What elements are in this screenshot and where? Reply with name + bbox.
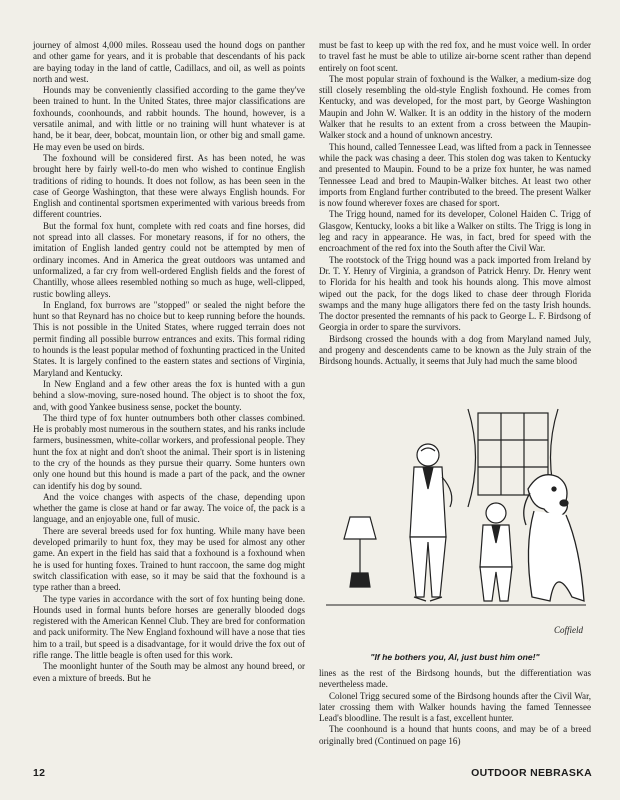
paragraph: The rootstock of the Trigg hound was a pack imported from Ireland by Dr. T. Y. Henry of Virginia, a grandson of Patrick Henry. Dr. Henry went to Florida for his health and took his hounds along. This move almost wiped out the pack, for the dogs liked to chase deer through Florida swamps and the many huge alligators there fed on the tasty Irish hounds. The doctor presented the remnants of his pack to George L. F. Birdsong of Georgia in order to spare the survivors. (319, 254, 591, 333)
cartoon-illustration (318, 397, 592, 665)
paragraph: The most popular strain of foxhound is the Walker, a medium-size dog still closely resembling the old-style English foxhound. He comes from Kentucky, and was developed, for the most part, by George Washington Maupin and John W. Walker. It is an oddity in the history of the modern Walker that he results to an extent from a cross between the Maupin-Walker stock and a hound of unknown ancestry. (319, 73, 591, 141)
paragraph: But the formal fox hunt, complete with red coats and fine horses, did not spread into all classes. For monetary reasons, if for no others, the imitation of English landed gentry could not be attempted by men of ordinary incomes. And in America the great outdoors was untamed and unformalized, a far cry from well-ordered English fields and the forest of Chantilly, whose allees resembled nothing so much as huge, well-clipped, rustic bowling alleys. (33, 220, 305, 299)
paragraph: The coonhound is a hound that hunts coons, and may be of a breed originally bred (Continued on page 16) (319, 724, 591, 746)
paragraph: journey of almost 4,000 miles. Rosseau used the hound dogs on panther and other game for years, and it is probable that descendants of his pack are baying today in the land of cattle, Cadillacs, and oil, as well as points north and west. (33, 40, 305, 84)
paragraph: In New England and a few other areas the fox is hunted with a gun behind a slow-moving, sure-nosed hound. The object is to shoot the fox, and, with good Yankee business sense, pocket the bounty. (33, 378, 305, 412)
paragraph: must be fast to keep up with the red fox, and he must voice well. In order to travel fast he must be able to utilize air-borne scent rather than depend entirely on foot scent. (319, 40, 591, 73)
man-right (480, 503, 512, 601)
page-number: 12 (33, 767, 46, 779)
right-column-bottom (319, 668, 591, 747)
hound-dog (524, 475, 584, 601)
man-left (410, 444, 452, 601)
lamp (344, 517, 376, 587)
magazine-title: OUTDOOR NEBRASKA (471, 767, 592, 779)
artist-signature: Coffield (554, 625, 583, 635)
paragraph: This hound, called Tennessee Lead, was lifted from a pack in Tennessee while the pack was chasing a deer. This stolen dog was taken to Kentucky and presented to Maupin. Found to be a prize fox hunter, he was named Tennessee Lead and bred to Maupin-Walker bitches. At least two other imports from England further contributed to the breed. The present Walker is now found wherever foxes are chased for sport. (319, 141, 591, 209)
cartoon-drawing (318, 397, 592, 649)
paragraph: The foxhound will be considered first. As has been noted, he was brought here by fairly well-to-do men who wished to continue English traditions of riding to hounds. It does not follow, as has been seen in the case of George Washington, that these were always English hounds. For English and continental sportsmen experimented with various breeds from different countries. (33, 152, 305, 220)
right-column-top (319, 40, 591, 368)
left-column (33, 40, 305, 684)
paragraph: Colonel Trigg secured some of the Birdsong hounds after the Civil War, later crossing them with Walker hounds having the famed Tennessee Lead's bloodline. The result is a fast, excellent hunter. (319, 690, 591, 724)
paragraph: The type varies in accordance with the sort of fox hunting being done. Hounds used in formal hunts before horses are generally blooded dogs registered with the American Kennel Club. They are bred for conformation and pack uniformity. The New England foxhound will have a nose that ties him to a trail, but speed is a disadvantage, for it would drive the fox out of rifle range. The little beagle is often used for this work. (33, 593, 305, 661)
paragraph: And the voice changes with aspects of the chase, depending upon whether the game is close at hand or far away. The voice of, the pack is a language, and an enjoyable one, full of music. (33, 491, 305, 525)
paragraph: The third type of fox hunter outnumbers both other classes combined. He is probably most numerous in the southern states, and his ranks include farmers, businessmen, white-collar workers, and professional people. They hunt the fox at night and don't shoot the animal. Their sport is in listening to the cry of the hounds as they pursue their quarry. Some hunters own only one hound but this hound is made a part of the pack, and the owner can identify his dog by sound. (33, 412, 305, 491)
paragraph: Birdsong crossed the hounds with a dog from Maryland named July, and progeny and descendents came to be known as the July strain of the Birdsong hounds. Actually, it seems that July had much the same blood (319, 333, 591, 367)
paragraph: Hounds may be conveniently classified according to the game they've been trained to hunt. In the United States, three major classifications are foxhounds, coonhounds, and rabbit hounds. The hound, however, is a versatile animal, and with little or no training will hunt whatever is at hand, be it bear, deer, bobcat, mountain lion, or other big and small game. He may even be used on birds. (33, 85, 305, 152)
cartoon-caption: "If he bothers you, Al, just bust him one!" (370, 652, 540, 662)
paragraph: The moonlight hunter of the South may be almost any hound breed, or even a mixture of breeds. But he (33, 661, 305, 683)
paragraph: lines as the rest of the Birdsong hounds, but the differentiation was nevertheless made. (319, 668, 591, 690)
paragraph: The Trigg hound, named for its developer, Colonel Haiden C. Trigg of Glasgow, Kentucky, looks a bit like a Walker on stilts. The Trigg is long in leg and racy in appearance. He was, in fact, bred for speed with the encroachment of the red fox into the South after the Civil War. (319, 209, 591, 254)
paragraph: In England, fox burrows are "stopped" or sealed the night before the hunt so that Reynard has no choice but to keep running before the hounds. This is not possible in the United States, where rugged terrain does not permit finding all possible burrow entrances and exits. This formal riding to hounds is the least popular method of foxhunting practiced in the United States. It is largely confined to the eastern states and sections of Virginia, Maryland and Kentucky. (33, 299, 305, 378)
paragraph: There are several breeds used for fox hunting. While many have been developed primarily to hunt fox, they may be used for almost any other game. An expert in the field has said that a foxhound is a foxhound when he is used for hunting foxes. Trained to hunt raccoon, the same dog might switch classification with ease, so it may be said that the foxhound is a type rather than a breed. (33, 525, 305, 593)
